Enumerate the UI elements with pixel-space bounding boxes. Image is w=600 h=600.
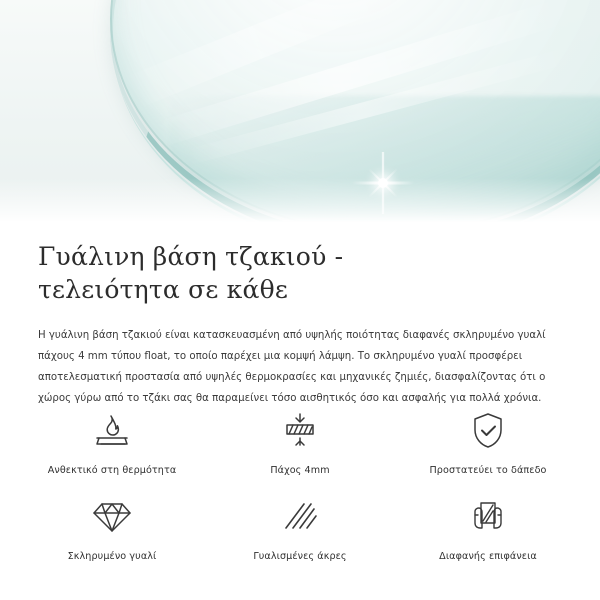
feature-label: Σκληρυμένο γυαλί xyxy=(67,551,157,562)
page-title-line-1: Γυάλινη βάση τζακιού - xyxy=(38,242,344,271)
page-title-line-2: τελειότητα σε κάθε xyxy=(38,275,288,304)
feature-item xyxy=(18,408,206,476)
feature-grid xyxy=(0,408,600,562)
flame-heat-resistant-icon xyxy=(89,408,135,454)
feature-label: Διαφανής επιφάνεια xyxy=(439,551,537,562)
page-title xyxy=(38,240,458,306)
feature-label: Γυαλισμένες άκρες xyxy=(253,551,347,562)
feature-label: Πάχος 4mm xyxy=(270,465,330,476)
feature-item xyxy=(206,494,394,562)
shield-check-icon xyxy=(465,408,511,454)
diamond-tempered-glass-icon xyxy=(89,494,135,540)
feature-item xyxy=(394,494,582,562)
feature-label: Προστατεύει το δάπεδο xyxy=(429,465,547,476)
polished-edges-icon xyxy=(277,494,323,540)
text-content xyxy=(0,232,600,410)
transparent-surface-hands-icon xyxy=(465,494,511,540)
hero-image xyxy=(0,0,600,232)
description-paragraph: Η γυάλινη βάση τζακιού είναι κατασκευασμένη από υψηλής ποιότητας διαφανές σκληρυμένο γυαλί πάχους 4 mm τύπου float, το οποίο παρέχει μια κομψή λάμψη. Το σκληρυμένο γυαλί προσφέρει αποτελεσματική προστασία από υψηλές θερμοκρασίες και μηχανικές ζημιές, διασφαλίζοντας ότι ο χώρος γύρω από το τζάκι σας θα παραμείνει τόσο αισθητικός όσο και ασφαλής για πολλά χρόνια. xyxy=(38,330,546,404)
feature-item xyxy=(18,494,206,562)
thickness-4mm-icon xyxy=(277,408,323,454)
feature-item xyxy=(206,408,394,476)
hero-bottom-fade xyxy=(0,178,600,232)
feature-item xyxy=(394,408,582,476)
feature-label: Ανθεκτικό στη θερμότητα xyxy=(47,465,177,476)
